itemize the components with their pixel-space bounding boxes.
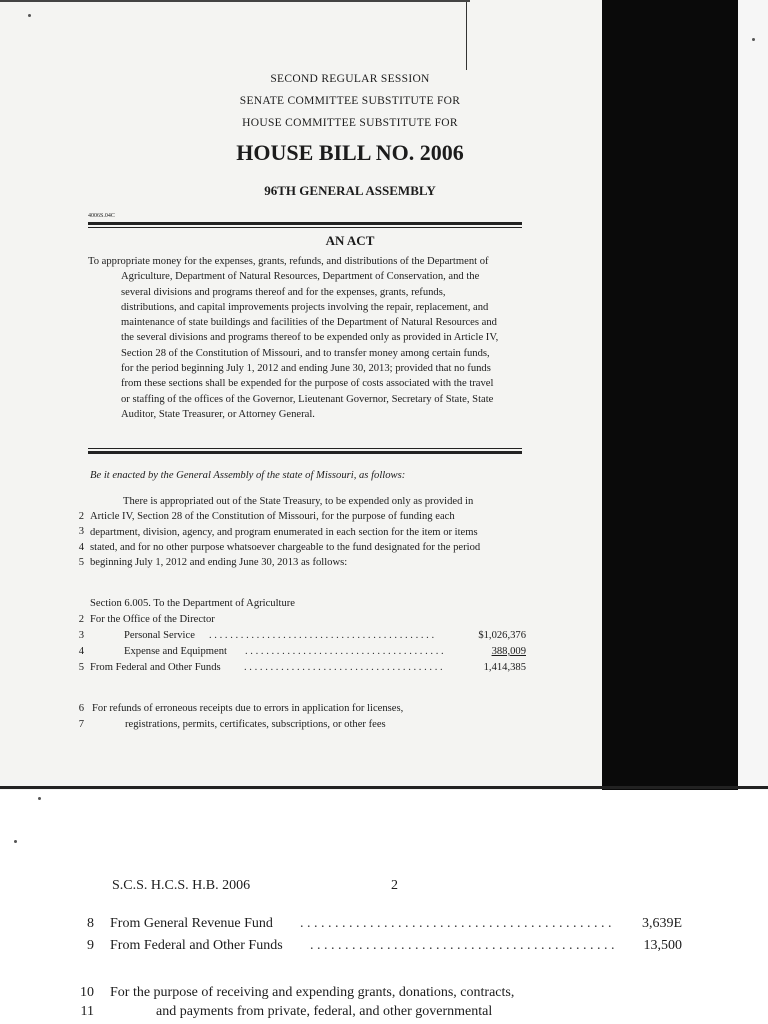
line-number: 3 xyxy=(78,526,84,538)
line-number: 9 xyxy=(87,938,94,953)
act-line: To appropriate money for the expenses, grants, refunds, and distributions of the Department of xyxy=(88,256,489,267)
row-label: For the Office of the Director xyxy=(90,614,215,625)
page-divider xyxy=(0,786,768,789)
running-head: S.C.S. H.C.S. H.B. 2006 xyxy=(112,878,251,893)
line-number: 8 xyxy=(87,916,94,931)
dot-leader: . . . . . . . . . . . . . . . . . . . . . . . . . . . . . . . . . . . . . . xyxy=(244,662,443,673)
act-rule-thick xyxy=(88,451,522,454)
row-label: From Federal and Other Funds xyxy=(110,938,283,953)
enacting-clause: Be it enacted by the General Assembly of the state of Missouri, as follows: xyxy=(90,470,406,481)
grant-line: and payments from private, federal, and other governmental xyxy=(156,1004,493,1019)
line-number: 6 xyxy=(78,703,84,714)
line-number: 3 xyxy=(78,630,84,641)
act-line: several divisions and programs thereof and for the expenses, grants, refunds, xyxy=(121,286,446,298)
refund-line: registrations, permits, certificates, subscriptions, or other fees xyxy=(125,719,386,730)
section-heading: Section 6.005. To the Department of Agriculture xyxy=(90,598,296,609)
header-rule-thin xyxy=(88,227,522,228)
act-rule-thin xyxy=(88,448,522,449)
dot-leader: . . . . . . . . . . . . . . . . . . . . . . . . . . . . . . . . . . . . . . . . . . . . xyxy=(310,938,615,953)
scan-speck xyxy=(14,840,17,843)
body-line-numbers xyxy=(72,509,84,570)
row-label: From Federal and Other Funds xyxy=(90,662,221,673)
dot-leader: . . . . . . . . . . . . . . . . . . . . . . . . . . . . . . . . . . . . . . . . . . . . . xyxy=(300,916,612,931)
line-number: 2 xyxy=(78,511,84,522)
refund-line: For refunds of erroneous receipts due to errors in application for licenses, xyxy=(92,703,404,714)
dot-leader: . . . . . . . . . . . . . . . . . . . . . . . . . . . . . . . . . . . . . . . . . . . xyxy=(209,630,435,641)
line-number: 11 xyxy=(80,1004,94,1019)
dot-leader: . . . . . . . . . . . . . . . . . . . . . . . . . . . . . . . . . . . . . . xyxy=(245,646,444,657)
house-substitute-line: HOUSE COMMITTEE SUBSTITUTE FOR xyxy=(242,117,458,129)
appropriation-paragraph xyxy=(90,494,480,570)
grant-line: For the purpose of receiving and expending grants, donations, contracts, xyxy=(110,985,515,1000)
line-number: 7 xyxy=(78,719,84,730)
act-line: Auditor, State Treasurer, or Attorney General. xyxy=(121,408,315,420)
row-amount: 388,009 xyxy=(491,646,526,657)
act-line: maintenance of state buildings and facilities of the Department of Natural Resources and xyxy=(121,317,497,329)
assembly-line: 96TH GENERAL ASSEMBLY xyxy=(264,183,436,198)
body-line: Article IV, Section 28 of the Constitution of Missouri, for the purpose of funding each xyxy=(90,511,455,523)
line-number: 2 xyxy=(78,614,84,625)
act-line: from these sections shall be expended for the purpose of costs associated with the travel xyxy=(121,378,494,390)
line-number: 10 xyxy=(80,985,94,1000)
bill-title: HOUSE BILL NO. 2006 xyxy=(236,140,464,165)
body-line: There is appropriated out of the State Treasury, to be expended only as provided in xyxy=(123,496,474,507)
act-line: or staffing of the offices of the Governor, Lieutenant Governor, Secretary of State, State xyxy=(121,393,494,405)
senate-substitute-line: SENATE COMMITTEE SUBSTITUTE FOR xyxy=(239,95,461,107)
header-rule-thick xyxy=(88,222,522,225)
session-line: SECOND REGULAR SESSION xyxy=(270,73,430,85)
row-amount: $1,026,376 xyxy=(478,630,526,641)
body-line: department, division, agency, and program enumerated in each section for the item or items xyxy=(90,526,478,538)
line-number: 4 xyxy=(78,541,84,553)
scan-speck xyxy=(38,797,41,800)
act-title-text xyxy=(88,254,498,422)
page-number: 2 xyxy=(391,878,398,893)
row-label: Personal Service xyxy=(124,630,195,641)
document-code: 4006S.04C xyxy=(88,213,115,219)
act-line: the several divisions and programs thereof to be expended only as provided in Article IV, xyxy=(121,332,499,344)
scan-top-edge xyxy=(0,0,470,2)
row-label: Expense and Equipment xyxy=(124,646,227,657)
row-amount: 13,500 xyxy=(643,938,682,953)
act-line: distributions, and capital improvements projects involving the repair, replacement, and xyxy=(121,301,489,313)
row-amount: 1,414,385 xyxy=(483,662,526,673)
scan-edge-strip xyxy=(738,0,768,790)
line-number: 4 xyxy=(78,646,84,657)
line-number: 5 xyxy=(78,556,84,568)
refunds-paragraph xyxy=(72,701,403,733)
body-line: stated, and for no other purpose whatsoever chargeable to the fund designated for the period xyxy=(90,541,481,553)
line-number: 5 xyxy=(78,662,84,673)
row-label: From General Revenue Fund xyxy=(110,916,273,931)
scan-shadow-band xyxy=(602,0,738,790)
act-line: Agriculture, Department of Natural Resources, Department of Conservation, and the xyxy=(121,271,480,283)
act-line: for the period beginning July 1, 2012 and ending June 30, 2013; provided that no funds xyxy=(121,363,491,375)
scan-speck xyxy=(28,14,31,17)
act-line: Section 28 of the Constitution of Missouri, and to transfer money among certain funds, xyxy=(121,347,490,359)
scan-speck xyxy=(752,38,755,41)
scan-fold-line xyxy=(466,2,467,70)
act-heading: AN ACT xyxy=(325,233,375,248)
row-amount: 3,639E xyxy=(641,916,682,931)
body-line: beginning July 1, 2012 and ending June 30, 2013 as follows: xyxy=(90,557,348,569)
